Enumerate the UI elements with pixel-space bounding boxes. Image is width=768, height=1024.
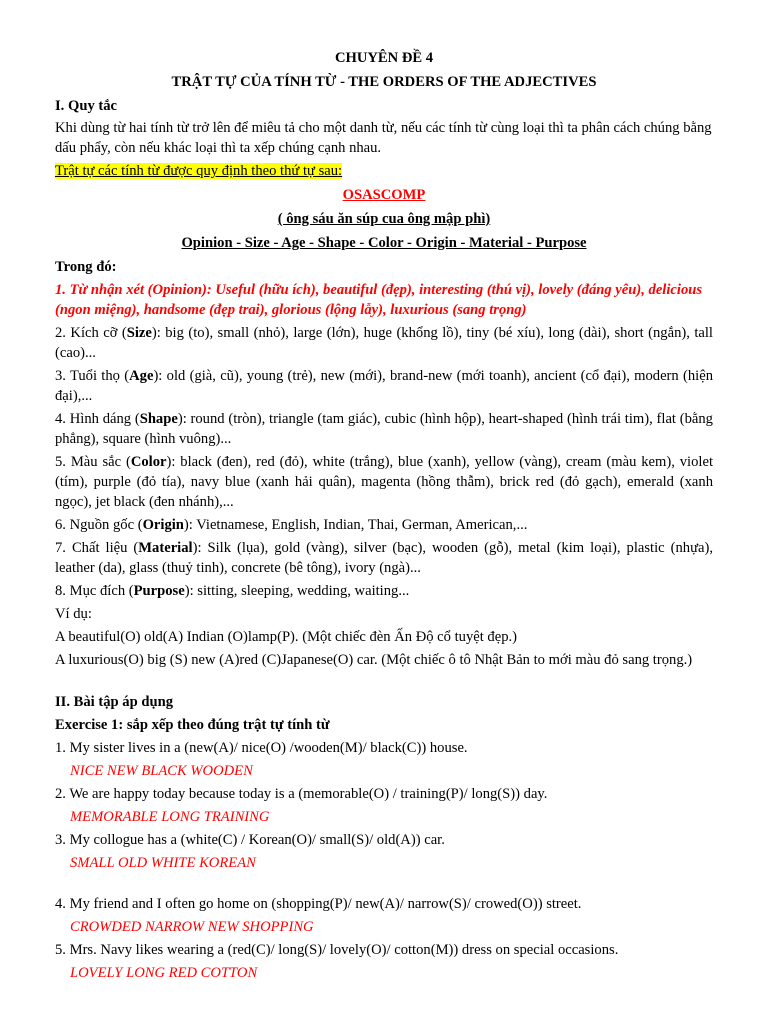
exercise-question: 1. My sister lives in a (new(A)/ nice(O) /wooden(M)/ black(C)) house. [55,740,468,756]
category-item-key: Size [126,325,152,341]
exercise-question: 5. Mrs. Navy likes wearing a (red(C)/ long(S)/ lovely(O)/ cotton(M)) dress on special occasions. [55,942,619,958]
category-item-key: Color [130,454,167,470]
exercise-answer: MEMORABLE LONG TRAINING [70,809,270,825]
category-item-key: Age [129,368,154,384]
category-item-key: Material [138,540,193,556]
rules-intro: Khi dùng từ hai tính từ trở lên để miêu tả cho một danh từ, nếu các tính từ cùng loại thì ta phân cách chúng bằng dấu phẩy, còn nếu khác loại thì ta xếp chúng cạnh nhau. [55,120,712,156]
category-item [55,538,713,578]
category-item-prefix: 7. Chất liệu ( [55,540,139,556]
acronym-heading: OSASCOMP [342,187,426,203]
document-content [55,48,713,983]
exercise-answer: LOVELY LONG RED COTTON [70,965,258,981]
exercise-answer: NICE NEW BLACK WOODEN [70,763,253,779]
adjective-order: Opinion - Size - Age - Shape - Color - Origin - Material - Purpose [181,235,587,251]
example-2: A luxurious(O) big (S) new (A)red (C)Japanese(O) car. (Một chiếc ô tô Nhật Bản to mới màu đỏ sang trọng.) [55,652,693,668]
topic-heading: CHUYÊN ĐỀ 4 [334,50,434,66]
exercise-answer: SMALL OLD WHITE KOREAN [70,855,256,871]
category-item [55,581,713,601]
category-item-desc: ): black (đen), red (đỏ), white (trắng), blue (xanh), yellow (vàng), cream (màu kem), violet (tím), purple (đỏ tía), navy blue (xanh hải quân), magenta (hồng thẫm), brick red (đỏ gạch), emerald (xanh ngọc), jet black (đen nhánh),... [55,454,713,510]
exercise-answer: CROWDED NARROW NEW SHOPPING [70,919,314,935]
exercise-question: 4. My friend and I often go home on (shopping(P)/ new(A)/ narrow(S)/ crowed(O)) street. [55,896,582,912]
order-highlight: Trật tự các tính từ được quy định theo thứ tự sau: [55,163,343,179]
where-label: Trong đó: [55,259,117,275]
example-label: Ví dụ: [55,606,92,622]
category-item [55,452,713,512]
document-title: TRẬT TỰ CỦA TÍNH TỪ - THE ORDERS OF THE ADJECTIVES [171,74,597,90]
category-item-desc: ): Silk (lụa), gold (vàng), silver (bạc), wooden (gỗ), metal (kim loại), plastic (nhựa), leather (da), glass (thuỷ tinh), concrete (bê tông), ivory (ngà)... [55,540,713,576]
example-1: A beautiful(O) old(A) Indian (O)lamp(P). (Một chiếc đèn Ấn Độ cổ tuyệt đẹp.) [55,629,518,645]
category-item-prefix: 2. Kích cỡ ( [55,325,127,341]
spacer [55,873,713,891]
category-item-key: Shape [139,411,178,427]
category-item-desc: ): Vietnamese, English, Indian, Thai, German, American,... [183,517,528,533]
exercise-question: 3. My collogue has a (white(C) / Korean(O)/ small(S)/ old(A)) car. [55,832,445,848]
category-list [55,323,713,601]
category-item [55,409,713,449]
spacer [55,670,713,692]
category-item-desc: ): round (tròn), triangle (tam giác), cubic (hình hộp), heart-shaped (hình trái tim), flat (bằng phẳng), square (hình vuông)... [55,411,713,447]
category-item-prefix: 8. Mục đích ( [55,583,134,599]
category-item [55,323,713,363]
category-item-desc: ): big (to), small (nhỏ), large (lớn), huge (khổng lồ), tiny (bé xíu), long (dài), short (ngắn), tall (cao)... [55,325,713,361]
category-item-key: Purpose [133,583,185,599]
category-item-desc: ): sitting, sleeping, wedding, waiting... [184,583,410,599]
exercise-list [55,738,713,983]
category-item-prefix: 5. Màu sắc ( [55,454,131,470]
category-item [55,515,713,535]
section-heading-rules: I. Quy tắc [55,98,118,114]
mnemonic: ( ông sáu ăn súp cua ông mập phì) [277,211,491,227]
exercise-1-title: Exercise 1: sắp xếp theo đúng trật tự tính từ [55,717,330,733]
section-heading-exercises: II. Bài tập áp dụng [55,694,174,710]
category-item [55,366,713,406]
category-item-prefix: 6. Nguồn gốc ( [55,517,143,533]
opinion-item: 1. Từ nhận xét (Opinion): Useful (hữu ích), beautiful (đẹp), interesting (thú vị), lovely (đáng yêu), delicious (ngon miệng), handsome (đẹp trai), glorious (lộng lẫy), luxurious (sang trọng) [55,282,703,318]
category-item-prefix: 3. Tuổi thọ ( [55,368,130,384]
category-item-prefix: 4. Hình dáng ( [55,411,140,427]
category-item-desc: ): old (già, cũ), young (trẻ), new (mới), brand-new (mới toanh), ancient (cổ đại), modern (hiện đại),... [55,368,713,404]
category-item-key: Origin [142,517,184,533]
exercise-question: 2. We are happy today because today is a (memorable(O) / training(P)/ long(S)) day. [55,786,548,802]
